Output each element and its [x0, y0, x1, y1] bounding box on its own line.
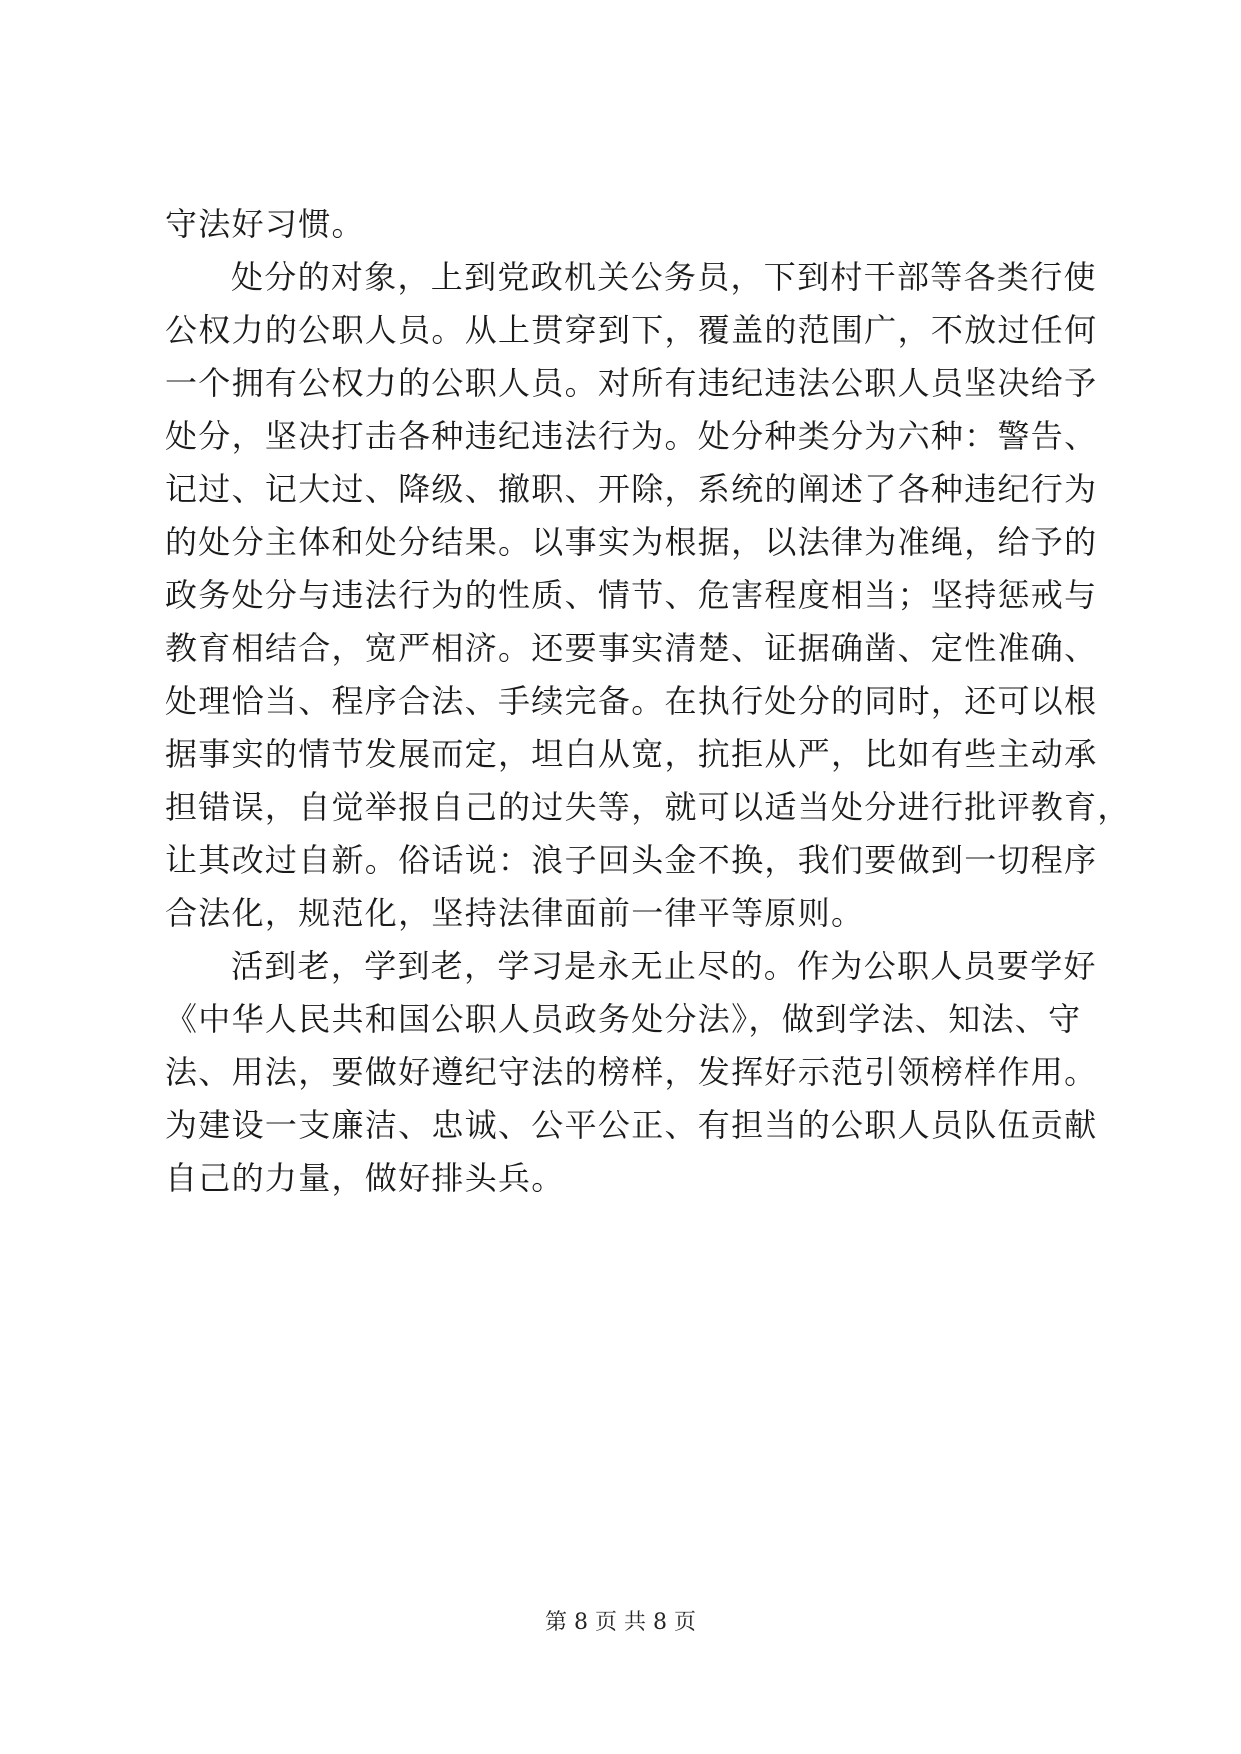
text-line: 让其改过自新。俗话说：浪子回头金不换，我们要做到一切程序 [165, 841, 1098, 879]
text-line: 据事实的情节发展而定，坦白从宽，抗拒从严，比如有些主动承 [165, 735, 1098, 773]
text-line: 教育相结合，宽严相济。还要事实清楚、证据确凿、定性准确、 [165, 629, 1098, 667]
page-number-footer: 第 8 页 共 8 页 [545, 1610, 696, 1635]
text-line: 《中华人民共和国公职人员政务处分法》，做到学法、知法、守 [165, 1000, 1082, 1038]
text-line: 处分，坚决打击各种违纪违法行为。处分种类分为六种：警告、 [165, 417, 1098, 455]
text-line: 处分的对象，上到党政机关公务员，下到村干部等各类行使 [231, 258, 1097, 296]
text-line: 为建设一支廉洁、忠诚、公平公正、有担当的公职人员队伍贡献 [165, 1106, 1098, 1144]
text-line: 处理恰当、程序合法、手续完备。在执行处分的同时，还可以根 [165, 682, 1098, 720]
text-line: 一个拥有公权力的公职人员。对所有违纪违法公职人员坚决给予 [165, 364, 1098, 402]
text-line: 法、用法，要做好遵纪守法的榜样，发挥好示范引领榜样作用。 [165, 1053, 1098, 1091]
text-line: 自己的力量，做好排头兵。 [165, 1159, 565, 1197]
text-line: 守法好习惯。 [165, 205, 365, 243]
text-line: 政务处分与违法行为的性质、情节、危害程度相当；坚持惩戒与 [165, 576, 1098, 614]
text-line: 公权力的公职人员。从上贯穿到下，覆盖的范围广，不放过任何 [165, 311, 1098, 349]
text-line: 担错误，自觉举报自己的过失等，就可以适当处分进行批评教育， [165, 788, 1131, 826]
text-line: 合法化，规范化，坚持法律面前一律平等原则。 [165, 894, 865, 932]
text-line: 记过、记大过、降级、撤职、开除，系统的阐述了各种违纪行为 [165, 470, 1098, 508]
body-text [165, 198, 1131, 1205]
text-line: 活到老，学到老，学习是永无止尽的。作为公职人员要学好 [231, 947, 1097, 985]
text-line: 的处分主体和处分结果。以事实为根据，以法律为准绳，给予的 [165, 523, 1098, 561]
